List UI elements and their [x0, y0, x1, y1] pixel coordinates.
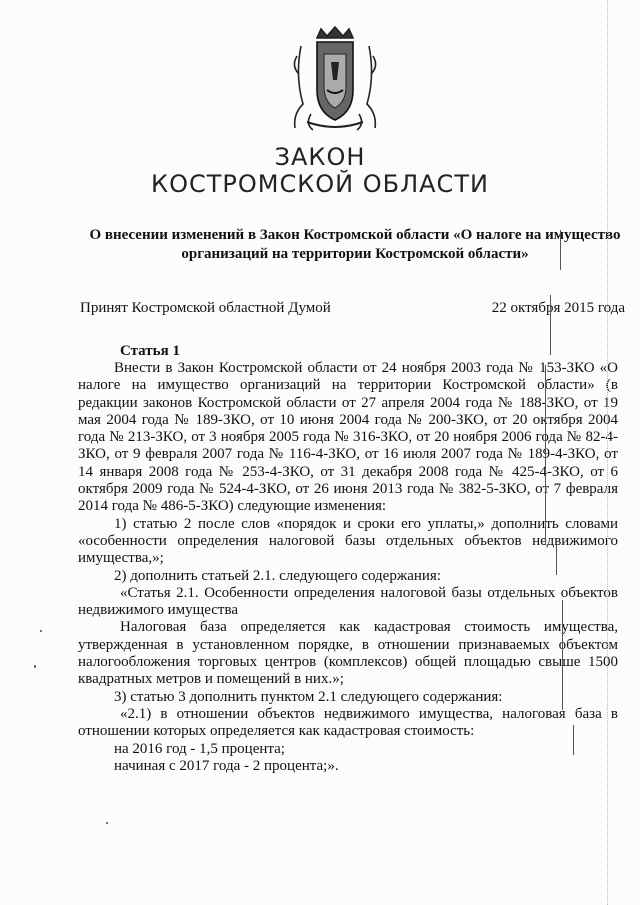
article-body	[78, 360, 618, 775]
amendment-item-2: 2) дополнить статьей 2.1. следующего содержания:	[114, 567, 441, 584]
amendment-item-2-quote-title: «Статья 2.1. Особенности определения налоговой базы отдельных объектов недвижимого имущества	[78, 584, 618, 619]
scan-line	[556, 545, 557, 575]
law-subtitle: О внесении изменений в Закон Костромской области «О налоге на имущество организаций на территории Костромской области»	[89, 227, 621, 262]
article-heading: Статья 1	[120, 343, 180, 359]
kostroma-coat-of-arms-icon	[287, 26, 383, 134]
tax-rate-2017: начиная с 2017 года - 2 процента;».	[114, 757, 339, 774]
amendment-item-3: 3) статью 3 дополнить пунктом 2.1 следующего содержания:	[114, 688, 503, 705]
amendment-item-2-quote-body: Налоговая база определяется как кадастровая стоимость имущества, утвержденная в установленном порядке, в отношении признаваемых объектом налогообложения торговых центров (комплексов) общей площадью свыше 1500 квадратных метров и помещений в них.»;	[78, 619, 618, 688]
scan-line	[550, 295, 551, 355]
adoption-date: 22 октября 2015 года	[491, 300, 625, 316]
scan-line	[573, 725, 574, 755]
scan-speck	[106, 822, 108, 824]
region-title: КОСТРОМСКОЙ ОБЛАСТИ	[151, 170, 489, 198]
scan-speck	[40, 630, 42, 632]
scan-line	[560, 230, 561, 270]
amendment-item-3-quote: «2.1) в отношении объектов недвижимого имущества, налоговая база в отношении которых определяется как кадастровая стоимость:	[78, 705, 618, 740]
scan-line	[562, 600, 563, 710]
amendment-item-1: 1) статью 2 после слов «порядок и сроки его уплаты,» дополнить словами «особенности определения налоговой базы отдельных объектов недвижимого имущества,»;	[78, 515, 618, 567]
scan-speck	[34, 665, 36, 668]
adopted-by: Принят Костромской областной Думой	[80, 300, 331, 316]
law-title: ЗАКОН	[274, 143, 366, 171]
article-intro: Внести в Закон Костромской области от 24 ноября 2003 года № 153-ЗКО «О налоге на имущество организаций на территории Костромской области» (в редакции законов Костромской области от 27 апреля 2004 года № 188-ЗКО, от 19 мая 2004 года № 189-ЗКО, от 10 июня 2004 года № 200-ЗКО, от 20 октября 2004 года № 213-ЗКО, от 3 ноября 2005 года № 316-ЗКО, от 20 ноября 2006 года № 82-4-ЗКО, от 9 февраля 2007 года № 116-4-ЗКО, от 16 июля 2007 года № 189-4-ЗКО, от 14 января 2008 года № 253-4-ЗКО, от 31 декабря 2008 года № 425-4-ЗКО, от 6 октября 2009 года № 524-4-ЗКО, от 26 июня 2013 года № 382-5-ЗКО, от 7 февраля 2014 года № 486-5-ЗКО) следующие изменения:	[78, 360, 618, 515]
tax-rate-2016: на 2016 год - 1,5 процента;	[114, 740, 285, 757]
scan-line	[545, 365, 546, 545]
scan-fold-line	[607, 0, 608, 905]
